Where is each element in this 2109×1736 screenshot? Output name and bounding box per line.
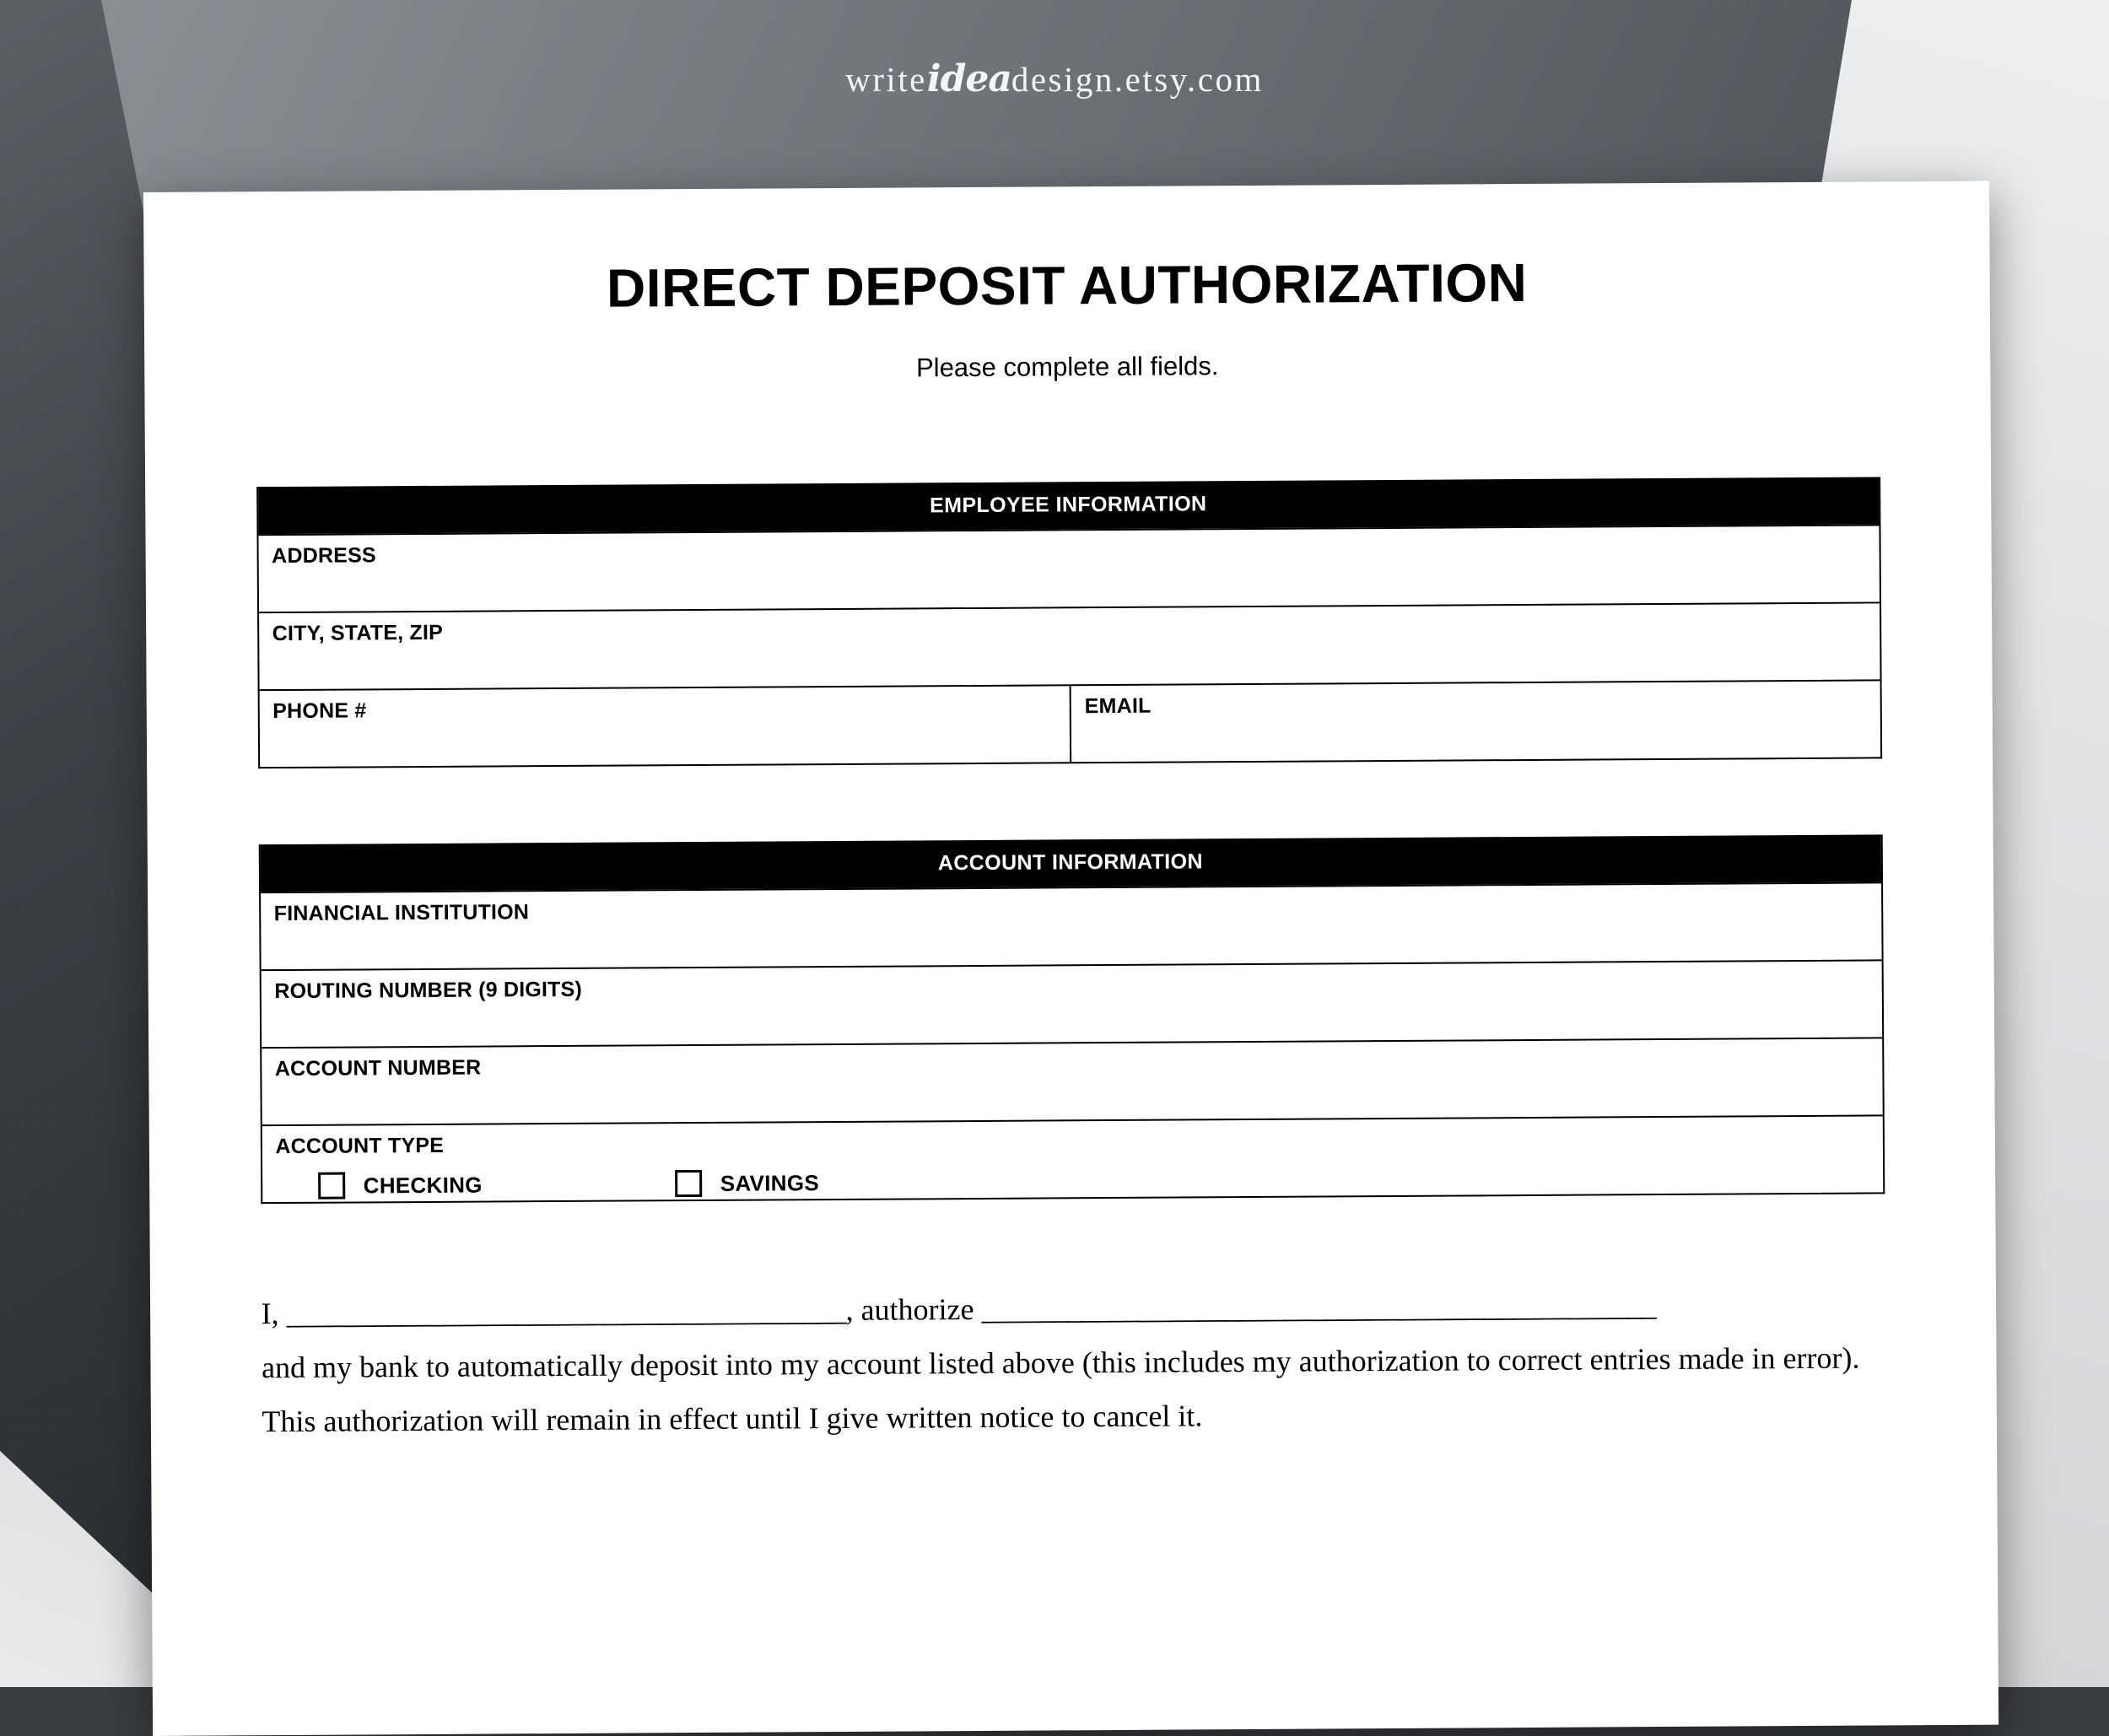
statement-middle: , authorize [845, 1292, 974, 1327]
field-phone[interactable] [259, 686, 1070, 767]
field-value[interactable] [1085, 714, 1869, 748]
table-row [258, 524, 1880, 612]
field-label: ACCOUNT TYPE [275, 1133, 445, 1159]
page-title: DIRECT DEPOSIT AUTHORIZATION [606, 251, 1528, 319]
checkbox-label: SAVINGS [720, 1169, 820, 1196]
account-type-options [276, 1163, 1871, 1200]
field-label: EMAIL [1084, 693, 1152, 719]
statement-company-blank[interactable]: _______________________________________________ [981, 1288, 1656, 1326]
watermark-prefix: write [845, 60, 927, 99]
field-account-number[interactable] [262, 1038, 1883, 1124]
field-value[interactable] [272, 719, 1058, 752]
table-row [261, 959, 1882, 1047]
watermark-script: idea [926, 57, 1011, 100]
statement-name-blank[interactable]: _______________________________________ [286, 1292, 846, 1330]
watermark [0, 57, 2109, 100]
field-email[interactable] [1070, 681, 1880, 762]
table-row [259, 679, 1880, 767]
checkbox-label: CHECKING [363, 1172, 483, 1198]
account-information-header: ACCOUNT INFORMATION [260, 834, 1880, 892]
watermark-suffix: design.etsy.com [1011, 60, 1264, 99]
employee-information-header: EMPLOYEE INFORMATION [258, 477, 1879, 534]
document-page [143, 181, 1998, 1736]
employee-information-table [256, 477, 1882, 768]
field-label: ACCOUNT NUMBER [274, 1055, 482, 1081]
statement-body: and my bank to automatically deposit into my account listed above (this includes my authorization to correct entries made in error). This authorization will remain in effect until I give written notice to cancel it. [261, 1340, 1860, 1439]
field-label: ROUTING NUMBER (9 DIGITS) [274, 977, 583, 1004]
field-city-state-zip[interactable] [259, 603, 1880, 689]
table-row [259, 601, 1880, 689]
table-row [262, 1114, 1883, 1202]
field-financial-institution[interactable] [261, 883, 1882, 969]
table-row [261, 881, 1882, 969]
field-label: CITY, STATE, ZIP [272, 620, 444, 646]
page-subtitle: Please complete all fields. [915, 351, 1219, 383]
field-label: FINANCIAL INSTITUTION [273, 900, 530, 926]
field-label: PHONE # [272, 698, 367, 724]
checkbox-checking[interactable] [318, 1172, 483, 1200]
checkbox-box-icon[interactable] [675, 1170, 702, 1197]
account-information-table [258, 834, 1885, 1204]
field-account-type [262, 1116, 1883, 1202]
statement-lead: I, [261, 1297, 279, 1331]
field-routing-number[interactable] [261, 961, 1882, 1047]
table-row [262, 1037, 1883, 1124]
field-label: ADDRESS [272, 543, 376, 569]
field-address[interactable] [258, 526, 1880, 612]
authorization-statement [261, 1276, 1885, 1448]
checkbox-box-icon[interactable] [318, 1173, 345, 1200]
checkbox-savings[interactable] [675, 1169, 819, 1197]
